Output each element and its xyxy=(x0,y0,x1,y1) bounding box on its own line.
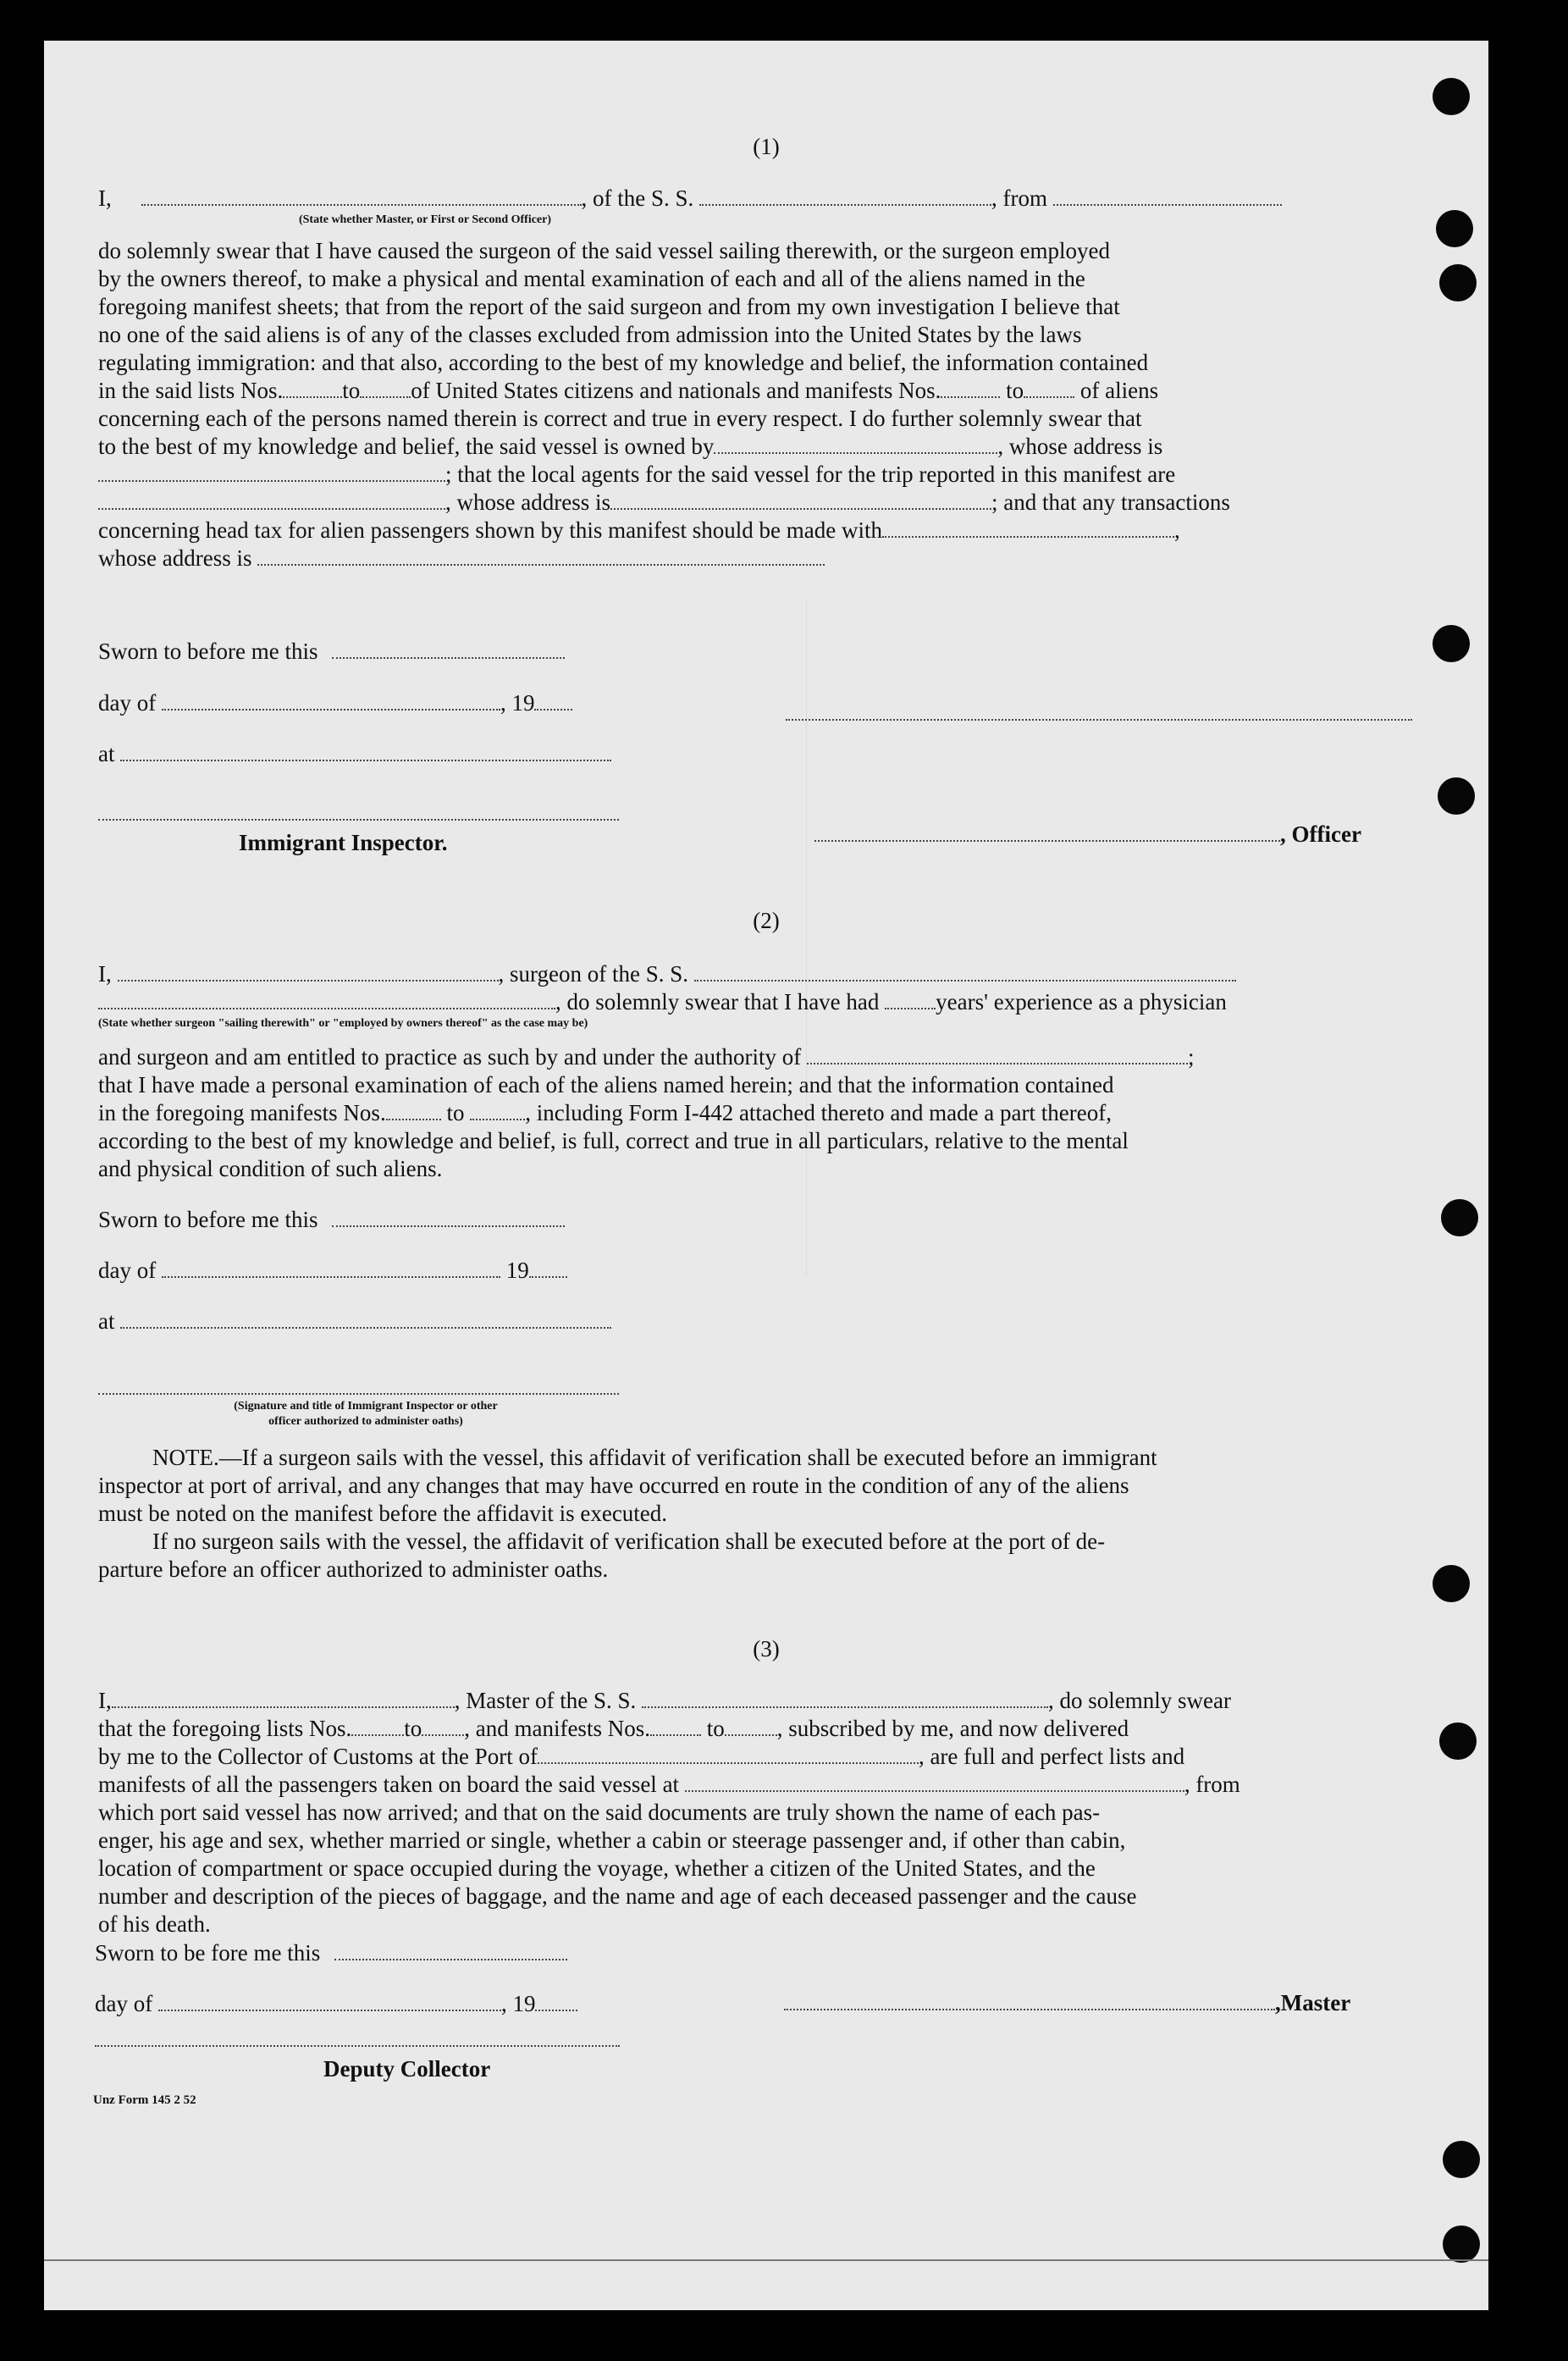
s2-manifests-nos: in the foregoing manifests Nos. xyxy=(98,1100,386,1125)
s2-body-line xyxy=(98,1043,1416,1071)
s1-whose-address: , whose address is xyxy=(445,489,610,515)
s1-comma: , xyxy=(1174,517,1180,543)
s1-transactions: ; and that any transactions xyxy=(991,489,1230,515)
s2-body-line xyxy=(98,1099,1416,1127)
s2-sworn-label: Sworn to before me this xyxy=(98,1207,318,1232)
s3-manifests-from-field[interactable] xyxy=(650,1716,701,1736)
s2-note-line: must be noted on the manifest before the affidavit is executed. xyxy=(98,1501,668,1526)
s1-whose-address: , whose address is xyxy=(997,434,1163,459)
s1-body xyxy=(98,237,1416,572)
s2-month-field[interactable] xyxy=(162,1258,500,1278)
bottom-rule xyxy=(44,2259,1488,2261)
s3-to: to xyxy=(404,1716,422,1741)
manifests-to-field[interactable] xyxy=(1024,378,1074,398)
s2-signature-line[interactable] xyxy=(98,1392,619,1395)
s1-body-line: concerning each of the persons named therein is correct and true in every respect. I do further solemnly swear that xyxy=(98,406,1142,431)
s3-boarding-port-field[interactable] xyxy=(685,1772,1184,1792)
s1-day-of xyxy=(98,689,1416,717)
s2-years-experience: years' experience as a physician xyxy=(936,989,1227,1015)
surgeon-name-field[interactable] xyxy=(118,961,499,981)
departure-port-field[interactable] xyxy=(1053,185,1282,206)
s2-note xyxy=(98,1444,1416,1584)
s2-swear: , do solemnly swear that I have had xyxy=(555,989,880,1015)
s3-manifests-nos: , and manifests Nos. xyxy=(464,1716,650,1741)
s3-master-of: , Master of the S. S. xyxy=(454,1688,637,1713)
s1-to: to xyxy=(342,378,361,403)
s2-line1 xyxy=(98,960,1416,988)
s1-year-label: , 19 xyxy=(500,690,535,716)
s3-body-line: enger, his age and sex, whether married or single, whether a cabin or steerage passenger and, if other than cabin, xyxy=(98,1827,1126,1853)
s1-body-line: regulating immigration: and that also, according to the best of my knowledge and belief, the information contained xyxy=(98,350,1149,375)
lists-to-field[interactable] xyxy=(360,378,411,398)
form-number: Unz Form 145 2 52 xyxy=(93,2093,196,2107)
s1-officer-line xyxy=(814,821,1361,848)
s2-body-line: and physical condition of such aliens. xyxy=(98,1156,443,1181)
s1-head-tax: concerning head tax for alien passengers shown by this manifest should be made with xyxy=(98,517,883,543)
s3-lists-to-field[interactable] xyxy=(422,1716,464,1736)
s2-signature-note xyxy=(171,1399,560,1429)
s3-port-of: by me to the Collector of Customs at the Port of xyxy=(98,1744,538,1769)
s3-year-field[interactable] xyxy=(535,1991,577,2011)
s3-day-of-label: day of xyxy=(95,1991,153,2016)
s3-body-line: number and description of the pieces of baggage, and the name and age of each deceased passenger and the cause xyxy=(98,1883,1137,1909)
s3-body-line: which port said vessel has now arrived; and that on the said documents are truly shown the name of each pas- xyxy=(98,1800,1101,1825)
s3-master-label: ,Master xyxy=(1275,1990,1351,2015)
s2-manifests-to-field[interactable] xyxy=(470,1100,525,1120)
s2-to: to xyxy=(446,1100,465,1125)
owner-address-field[interactable] xyxy=(98,462,445,482)
agents-address-field[interactable] xyxy=(610,489,991,510)
s3-master-line xyxy=(784,1990,1350,2016)
section-3-number: (3) xyxy=(753,1636,780,1662)
s1-at xyxy=(98,740,1416,768)
s1-body-line xyxy=(98,545,1416,572)
s1-body-line: do solemnly swear that I have caused the surgeon of the said vessel sailing therewith, or the surgeon employed xyxy=(98,238,1110,263)
s1-of-ss: , of the S. S. xyxy=(581,185,694,211)
s3-sworn xyxy=(95,1939,1416,1967)
s2-sworn-day-field[interactable] xyxy=(332,1207,565,1227)
s1-manifests-nos: of United States citizens and nationals and manifests Nos. xyxy=(411,378,941,403)
s3-to: to xyxy=(706,1716,725,1741)
s1-place-field[interactable] xyxy=(120,741,611,761)
s2-note-line: inspector at port of arrival, and any changes that may have occurred en route in the condition of any of the aliens xyxy=(98,1473,1129,1498)
s1-from: , from xyxy=(991,185,1047,211)
s3-sworn-label: Sworn to be fore me this xyxy=(95,1940,321,1966)
s2-signature-note-line: officer authorized to administer oaths) xyxy=(268,1415,463,1428)
s1-officer-label: , Officer xyxy=(1280,821,1361,847)
s2-day-of-label: day of xyxy=(98,1258,157,1283)
section-2-number: (2) xyxy=(753,908,780,933)
lists-from-field[interactable] xyxy=(283,378,342,398)
s2-place-field[interactable] xyxy=(120,1308,611,1329)
s2-note-line: NOTE.—If a surgeon sails with the vessel, this affidavit of verification shall be executed before an immigrant xyxy=(152,1445,1157,1470)
s2-semicolon: ; xyxy=(1188,1044,1195,1070)
manifests-from-field[interactable] xyxy=(941,378,1000,398)
s3-year-label: , 19 xyxy=(500,1991,536,2016)
s3-i: I, xyxy=(98,1688,112,1713)
s1-lists-nos: in the said lists Nos. xyxy=(98,378,284,403)
s3-from: , from xyxy=(1184,1772,1240,1797)
s1-sworn xyxy=(98,638,1416,666)
s1-body-line xyxy=(98,377,1416,405)
s2-authority: and surgeon and am entitled to practice as such by and under the authority of xyxy=(98,1044,802,1070)
s1-line1 xyxy=(98,185,1416,213)
s1-to: to xyxy=(1006,378,1024,403)
s3-lists-nos: that the foregoing lists Nos. xyxy=(98,1716,352,1741)
years-experience-field[interactable] xyxy=(885,989,936,1009)
s3-full-lists: , are full and perfect lists and xyxy=(918,1744,1185,1769)
s3-body-line: of his death. xyxy=(98,1911,211,1937)
s3-body-line: location of compartment or space occupied during the voyage, whether a citizen of the United States, and the xyxy=(98,1855,1096,1881)
s1-at-label: at xyxy=(98,741,115,766)
s2-at xyxy=(98,1308,1416,1335)
s1-body-line xyxy=(98,517,1416,545)
s3-taken-on-board: manifests of all the passengers taken on board the said vessel at xyxy=(98,1772,680,1797)
s2-body-line: that I have made a personal examination of each of the aliens named herein; and that the information contained xyxy=(98,1072,1114,1098)
punch-hole xyxy=(1438,777,1475,815)
s2-vessel-field[interactable] xyxy=(694,961,1236,981)
s3-body-line xyxy=(98,1771,1416,1799)
s2-including: , including Form I-442 attached thereto and made a part thereof, xyxy=(525,1100,1112,1125)
s1-owned-by: to the best of my knowledge and belief, the said vessel is owned by xyxy=(98,434,715,459)
s2-note-line: If no surgeon sails with the vessel, the affidavit of verification shall be executed before at the port of de- xyxy=(152,1529,1106,1554)
s3-manifests-to-field[interactable] xyxy=(725,1716,777,1736)
punch-hole xyxy=(1439,1722,1477,1760)
s1-officer-signature-line[interactable] xyxy=(786,718,1412,721)
s1-day-of-label: day of xyxy=(98,690,157,716)
s1-officer-field[interactable] xyxy=(814,821,1280,842)
surgeon-type-field[interactable] xyxy=(98,989,555,1009)
s1-inspector-signature-line[interactable] xyxy=(98,818,619,821)
authority-field[interactable] xyxy=(807,1044,1188,1064)
punch-hole xyxy=(1433,78,1470,115)
s1-body-line xyxy=(98,489,1416,517)
punch-hole xyxy=(1433,625,1470,662)
s3-swear: , do solemnly swear xyxy=(1047,1688,1231,1713)
s2-day-of xyxy=(98,1257,1416,1285)
s1-month-field[interactable] xyxy=(162,690,500,711)
head-tax-address-field[interactable] xyxy=(257,545,825,566)
s1-i: I, xyxy=(98,185,112,211)
s2-manifests-from-field[interactable] xyxy=(386,1100,441,1120)
s1-body-line xyxy=(98,461,1416,489)
s2-i: I, xyxy=(98,961,112,987)
s3-body-line xyxy=(98,1743,1416,1771)
s2-sworn xyxy=(98,1206,1416,1234)
s2-body xyxy=(98,1043,1416,1183)
punch-hole xyxy=(1439,264,1477,301)
vessel-name-field[interactable] xyxy=(699,185,991,206)
s3-collector-signature-line[interactable] xyxy=(95,2044,620,2047)
punch-hole xyxy=(1443,2226,1480,2263)
punch-hole xyxy=(1436,210,1473,247)
s2-line2 xyxy=(98,988,1416,1016)
s3-master-signature-field[interactable] xyxy=(784,1990,1275,2010)
s1-body-line xyxy=(98,433,1416,461)
s1-whose-address: whose address is xyxy=(98,545,252,571)
s3-body-line xyxy=(98,1715,1416,1743)
s3-port-field[interactable] xyxy=(538,1744,919,1764)
s3-subscribed: , subscribed by me, and now delivered xyxy=(776,1716,1129,1741)
form-page xyxy=(44,41,1488,2310)
s1-sworn-label: Sworn to before me this xyxy=(98,639,318,664)
master-name-field[interactable] xyxy=(112,1688,455,1708)
punch-hole xyxy=(1441,1199,1478,1236)
s1-year-field[interactable] xyxy=(534,690,572,711)
s3-vessel-field[interactable] xyxy=(642,1688,1048,1708)
punch-hole xyxy=(1443,2141,1480,2178)
s1-immigrant-inspector: Immigrant Inspector. xyxy=(239,830,448,855)
punch-hole xyxy=(1433,1565,1470,1602)
s1-body-line: foregoing manifest sheets; that from the report of the said surgeon and from my own investigation I believe that xyxy=(98,294,1120,319)
s1-local-agents: ; that the local agents for the said vessel for the trip reported in this manifest are xyxy=(445,462,1176,487)
s1-title-note: (State whether Master, or First or Second Officer) xyxy=(298,213,552,226)
s1-body-line: by the owners thereof, to make a physical and mental examination of each and all of the aliens named in the xyxy=(98,266,1085,291)
s1-body-line: no one of the said aliens is of any of the classes excluded from admission into the United States by the laws xyxy=(98,322,1082,347)
s3-sworn-day-field[interactable] xyxy=(334,1940,567,1960)
section-1-number: (1) xyxy=(753,134,780,159)
s3-month-field[interactable] xyxy=(158,1991,501,2011)
s2-type-note: (State whether surgeon "sailing therewith" or "employed by owners thereof" as the case may be) xyxy=(98,1017,588,1030)
s1-of-aliens: of aliens xyxy=(1079,378,1159,403)
s3-lists-from-field[interactable] xyxy=(351,1716,404,1736)
s3-body xyxy=(98,1715,1416,1938)
s1-sworn-day-field[interactable] xyxy=(332,639,565,659)
s3-deputy-collector: Deputy Collector xyxy=(323,2056,491,2082)
owner-field[interactable] xyxy=(714,434,997,454)
head-tax-agent-field[interactable] xyxy=(882,517,1174,538)
s2-surgeon-of: , surgeon of the S. S. xyxy=(498,961,689,987)
agents-field[interactable] xyxy=(98,489,445,510)
s2-year-field[interactable] xyxy=(529,1258,567,1278)
s2-note-line: parture before an officer authorized to administer oaths. xyxy=(98,1556,609,1582)
s2-at-label: at xyxy=(98,1308,115,1334)
s2-signature-note-line: (Signature and title of Immigrant Inspector or other xyxy=(234,1400,498,1413)
s3-line1 xyxy=(98,1687,1416,1715)
officer-title-field[interactable] xyxy=(141,185,582,206)
s2-body-line: according to the best of my knowledge and belief, is full, correct and true in all particulars, relative to the mental xyxy=(98,1128,1129,1153)
s2-year-label: 19 xyxy=(505,1258,529,1283)
